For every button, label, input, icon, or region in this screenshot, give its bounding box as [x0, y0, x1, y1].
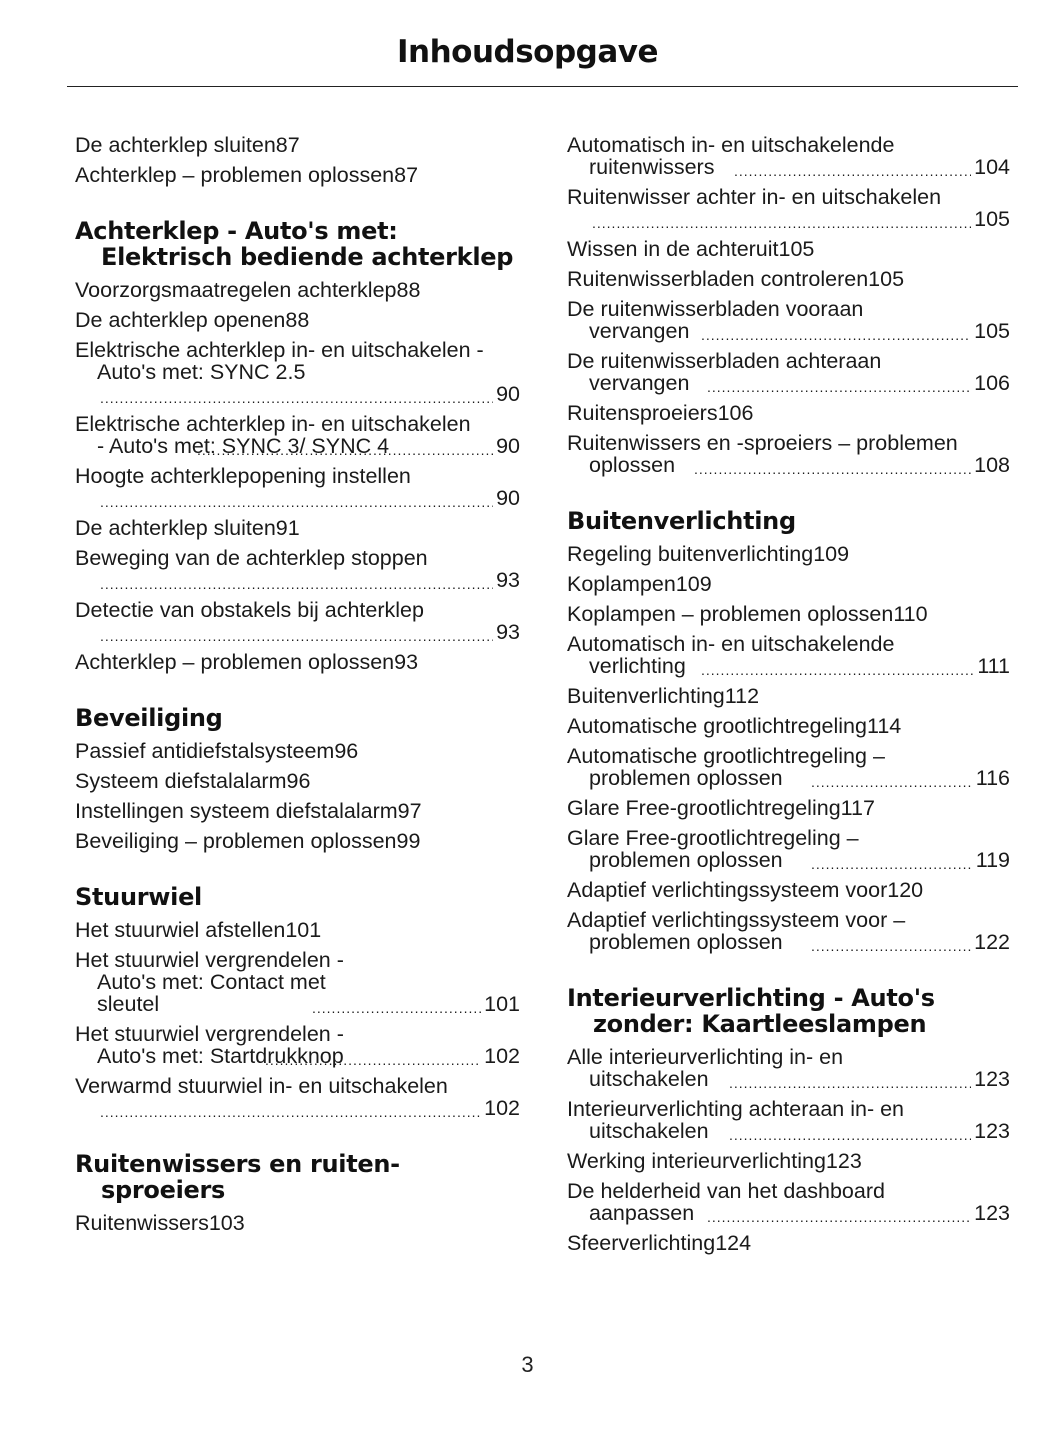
toc-entry[interactable]: Verwarmd stuurwiel in- en uitschakelen ..... 102 — [75, 1071, 520, 1123]
toc-entry[interactable]: Ruitenwissers en -sproeiers – problemen oplossen ..... 108 — [567, 428, 1010, 480]
toc-entry[interactable]: Adaptief verlichtingssysteem voor – problemen oplossen ..... 122 — [567, 905, 1010, 957]
page-ref: 103 — [208, 1211, 245, 1235]
toc-entry[interactable]: Voorzorgsmaatregelen achterklep 88 — [75, 278, 421, 302]
page-ref: 110 — [893, 602, 928, 626]
section-heading: Stuurwiel — [75, 883, 202, 911]
dot-leader — [592, 216, 971, 230]
page-number: 3 — [521, 1352, 534, 1377]
page-ref: 91 — [275, 516, 300, 540]
toc-entry[interactable]: Achterklep – problemen oplossen 87 — [75, 163, 419, 187]
toc-right-column — [567, 130, 1010, 1258]
page-ref: 90 — [496, 486, 520, 510]
dot-leader — [100, 495, 493, 509]
toc-entry[interactable]: Beweging van de achterklep stoppen ..... 93 — [75, 543, 520, 595]
page-ref: 99 — [396, 829, 421, 853]
dot-leader — [701, 663, 974, 677]
toc-entry[interactable]: Achterklep – problemen oplossen 93 — [75, 650, 419, 674]
toc-entry[interactable]: Buitenverlichting 112 — [567, 684, 760, 708]
section-heading: Beveiliging — [75, 704, 223, 732]
toc-entry[interactable]: Automatisch in- en uitschakelende verlichting ..... 111 — [567, 629, 1010, 681]
page-ref: 87 — [394, 163, 419, 187]
toc-entry[interactable]: Het stuurwiel vergrendelen - Auto's met: Contact met sleutel ..... 101 — [75, 945, 520, 1019]
page-ref: 114 — [866, 714, 902, 738]
toc-entry[interactable]: De helderheid van het dashboard aanpassen ..... 123 — [567, 1176, 1010, 1228]
toc-entry[interactable]: Automatische grootlichtregeling – problemen oplossen ..... 116 — [567, 741, 1010, 793]
page-ref: 102 — [484, 1044, 520, 1068]
dot-leader — [197, 443, 493, 457]
page-ref: 123 — [974, 1119, 1010, 1143]
toc-entry[interactable]: Systeem diefstalalarm 96 — [75, 769, 311, 793]
page-ref: 117 — [840, 796, 875, 820]
page-ref: 96 — [334, 739, 359, 763]
toc-entry[interactable]: Koplampen 109 — [567, 572, 712, 596]
page-ref: 122 — [974, 930, 1010, 954]
dot-leader — [729, 1128, 971, 1142]
toc-entry[interactable]: Instellingen systeem diefstalalarm 97 — [75, 799, 422, 823]
page-ref: 88 — [396, 278, 421, 302]
title-divider — [67, 86, 1018, 87]
dot-leader — [811, 857, 973, 871]
page-ref: 112 — [724, 684, 760, 708]
dot-leader — [100, 629, 493, 643]
toc-left-column — [75, 130, 520, 1238]
page-ref: 124 — [715, 1231, 752, 1255]
dot-leader — [100, 577, 493, 591]
toc-entry[interactable]: Glare Free-grootlichtregeling 117 — [567, 796, 875, 820]
toc-entry[interactable]: Passief antidiefstalsysteem 96 — [75, 739, 359, 763]
page-ref: 105 — [778, 237, 815, 261]
page-ref: 96 — [286, 769, 311, 793]
toc-entry[interactable]: Wissen in de achteruit 105 — [567, 237, 815, 261]
toc-entry[interactable]: Detectie van obstakels bij achterklep ..... 93 — [75, 595, 520, 647]
toc-entry[interactable]: Werking interieurverlichting 123 — [567, 1149, 862, 1173]
toc-entry[interactable]: Elektrische achterklep in- en uitschakelen - Auto's met: SYNC 3/ SYNC 4 ..... 90 — [75, 409, 520, 461]
page-ref: 93 — [394, 650, 419, 674]
dot-leader — [265, 1053, 481, 1067]
page-ref: 108 — [974, 453, 1010, 477]
page-ref: 116 — [975, 766, 1010, 790]
toc-entry[interactable]: Beveiliging – problemen oplossen 99 — [75, 829, 421, 853]
toc-entry[interactable]: Ruitenwisser achter in- en uitschakelen ..... 105 — [567, 182, 1010, 234]
page-ref: 90 — [496, 382, 520, 406]
toc-entry[interactable]: Koplampen – problemen oplossen 110 — [567, 602, 928, 626]
page-ref: 123 — [825, 1149, 862, 1173]
page-ref: 97 — [397, 799, 422, 823]
toc-entry[interactable]: Het stuurwiel vergrendelen - Auto's met: Startdrukknop ..... 102 — [75, 1019, 520, 1071]
section-heading: Interieurverlichting - Auto's zonder: Kaartleeslampen — [567, 984, 935, 1038]
page-ref: 102 — [484, 1096, 520, 1120]
toc-entry[interactable]: Alle interieurverlichting in- en uitschakelen ..... 123 — [567, 1042, 1010, 1094]
toc-entry[interactable]: De achterklep openen 88 — [75, 308, 310, 332]
page-ref: 109 — [675, 572, 712, 596]
toc-entry[interactable]: Automatisch in- en uitschakelende ruitenwissers ..... 104 — [567, 130, 1010, 182]
toc-entry[interactable]: De ruitenwisserbladen vooraan vervangen ..... 105 — [567, 294, 1010, 346]
toc-entry[interactable]: Ruitensproeiers 106 — [567, 401, 754, 425]
section-heading: Achterklep - Auto's met: Elektrisch bediende achterklep — [75, 217, 514, 271]
toc-entry[interactable]: Ruitenwisserbladen controleren 105 — [567, 267, 905, 291]
page-ref: 101 — [285, 918, 322, 942]
toc-entry[interactable]: Het stuurwiel afstellen 101 — [75, 918, 322, 942]
page-ref: 93 — [496, 568, 520, 592]
page-ref: 90 — [496, 434, 520, 458]
toc-entry[interactable]: Glare Free-grootlichtregeling – problemen oplossen ..... 119 — [567, 823, 1010, 875]
page-ref: 106 — [717, 401, 754, 425]
toc-entry[interactable]: De achterklep sluiten 87 — [75, 133, 300, 157]
page-ref: 87 — [275, 133, 300, 157]
page-ref: 93 — [496, 620, 520, 644]
toc-entry[interactable]: Adaptief verlichtingssysteem voor 120 — [567, 878, 924, 902]
page-ref: 111 — [977, 654, 1010, 678]
dot-leader — [811, 939, 971, 953]
page-title: Inhoudsopgave — [396, 34, 658, 70]
toc-entry[interactable]: Automatische grootlichtregeling 114 — [567, 714, 902, 738]
page-ref: 123 — [974, 1067, 1010, 1091]
dot-leader — [734, 164, 971, 178]
page-ref: 119 — [975, 848, 1010, 872]
dot-leader — [312, 1001, 481, 1015]
page-ref: 106 — [974, 371, 1010, 395]
page-ref: 88 — [285, 308, 310, 332]
toc-entry[interactable]: Interieurverlichting achteraan in- en uitschakelen ..... 123 — [567, 1094, 1010, 1146]
dot-leader — [729, 1076, 971, 1090]
toc-entry[interactable]: Elektrische achterklep in- en uitschakelen - Auto's met: SYNC 2.5 ..... 90 — [75, 335, 520, 409]
toc-entry[interactable]: De achterklep sluiten 91 — [75, 516, 300, 540]
toc-entry[interactable]: De ruitenwisserbladen achteraan vervangen ..... 106 — [567, 346, 1010, 398]
page-ref: 105 — [974, 207, 1010, 231]
dot-leader — [100, 391, 493, 405]
dot-leader — [100, 1105, 481, 1119]
page-ref: 104 — [974, 155, 1010, 179]
page-ref: 105 — [868, 267, 905, 291]
toc-entry[interactable]: Ruitenwissers 103 — [75, 1211, 245, 1235]
dot-leader — [694, 462, 971, 476]
dot-leader — [707, 380, 971, 394]
toc-entry[interactable]: Sfeerverlichting 124 — [567, 1231, 752, 1255]
page-ref: 120 — [887, 878, 924, 902]
page-ref: 109 — [813, 542, 850, 566]
dot-leader — [707, 1210, 971, 1224]
toc-entry[interactable]: Regeling buitenverlichting 109 — [567, 542, 850, 566]
section-heading: Buitenverlichting — [567, 507, 796, 535]
page-ref: 101 — [484, 992, 520, 1016]
page-ref: 105 — [974, 319, 1010, 343]
dot-leader — [811, 775, 973, 789]
toc-entry[interactable]: Hoogte achterklepopening instellen ..... 90 — [75, 461, 520, 513]
dot-leader — [701, 328, 971, 342]
section-heading: Ruitenwissers en ruiten-sproeiers — [75, 1150, 400, 1204]
page-ref: 123 — [974, 1201, 1010, 1225]
